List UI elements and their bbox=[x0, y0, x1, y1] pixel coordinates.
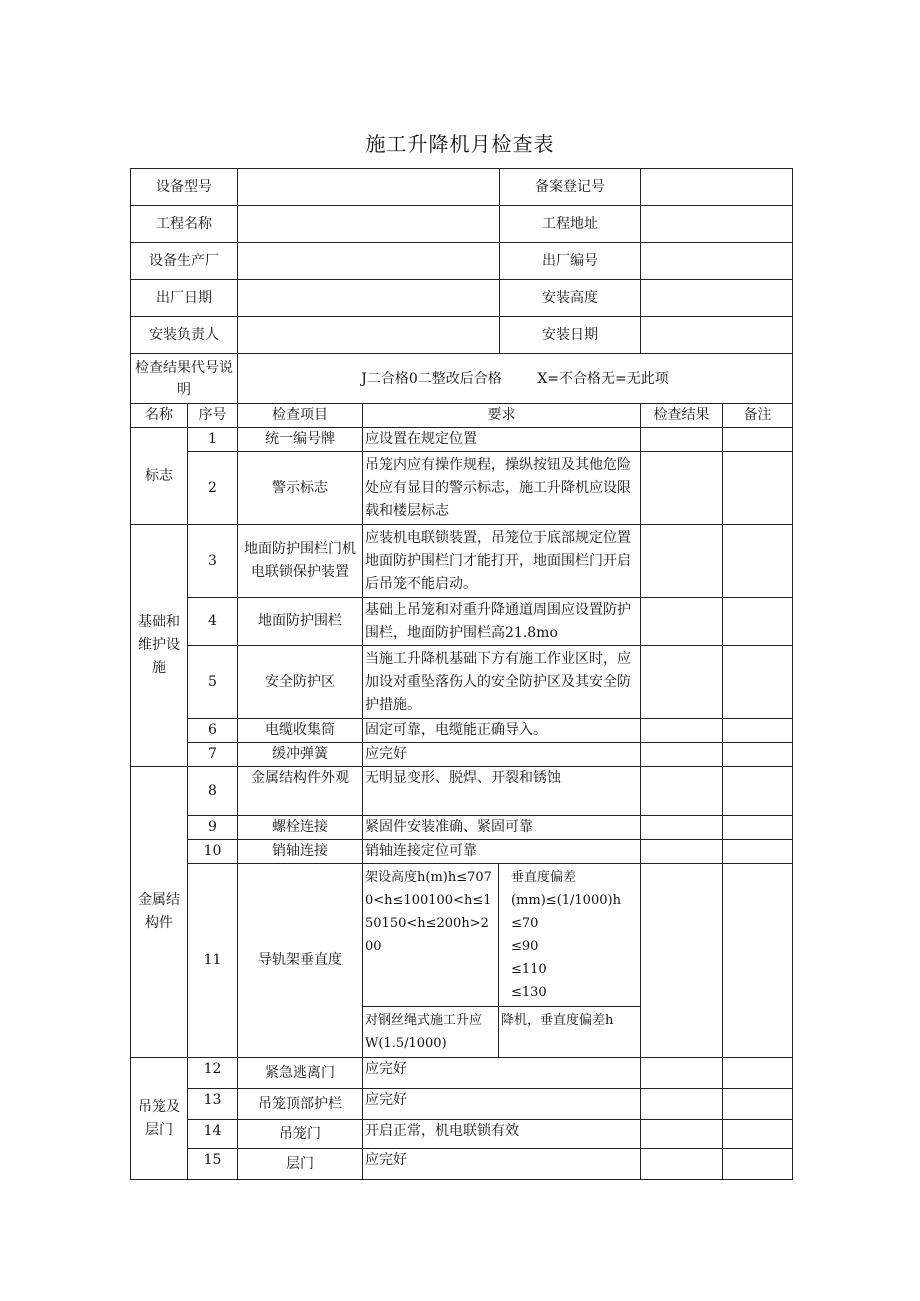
row-no: 6 bbox=[188, 719, 238, 743]
info-row bbox=[131, 169, 793, 206]
row-no: 7 bbox=[188, 743, 238, 767]
table-row bbox=[131, 1149, 793, 1180]
header-item: 检查项目 bbox=[238, 404, 363, 428]
info-label: 工程名称 bbox=[131, 206, 238, 243]
result-cell[interactable] bbox=[641, 1089, 723, 1120]
table-row bbox=[131, 719, 793, 743]
remark-cell[interactable] bbox=[723, 767, 793, 816]
deviation-column bbox=[499, 864, 640, 1006]
remark-cell[interactable] bbox=[723, 646, 793, 719]
row-req-complex bbox=[363, 864, 641, 1058]
table-row bbox=[131, 864, 793, 1058]
info-value[interactable] bbox=[641, 169, 793, 206]
remark-cell[interactable] bbox=[723, 598, 793, 646]
header-seq: 序号 bbox=[188, 404, 238, 428]
result-cell[interactable] bbox=[641, 816, 723, 840]
row-item: 统一编号牌 bbox=[238, 428, 363, 452]
result-cell[interactable] bbox=[641, 525, 723, 598]
row-no: 11 bbox=[188, 864, 238, 1058]
header-remark: 备注 bbox=[723, 404, 793, 428]
row-no: 1 bbox=[188, 428, 238, 452]
info-value[interactable] bbox=[238, 169, 500, 206]
group-name: 吊笼及层门 bbox=[131, 1058, 188, 1180]
info-row bbox=[131, 280, 793, 317]
row-no: 2 bbox=[188, 452, 238, 525]
remark-cell[interactable] bbox=[723, 1089, 793, 1120]
info-label: 备案登记号 bbox=[500, 169, 641, 206]
row-item: 地面防护围栏门机电联锁保护装置 bbox=[238, 525, 363, 598]
row-item: 层门 bbox=[238, 1149, 363, 1180]
deviation-title: 垂直度偏差(mm)≤(1/1000)h bbox=[511, 870, 621, 908]
remark-cell[interactable] bbox=[723, 840, 793, 864]
result-cell[interactable] bbox=[641, 743, 723, 767]
table-row bbox=[131, 452, 793, 525]
info-value[interactable] bbox=[641, 317, 793, 354]
table-row bbox=[131, 816, 793, 840]
table-row bbox=[131, 598, 793, 646]
row-no: 4 bbox=[188, 598, 238, 646]
code-text: J二合格0二整改后合格 X=不合格无=无此项 bbox=[238, 354, 793, 404]
remark-cell[interactable] bbox=[723, 1149, 793, 1180]
info-value[interactable] bbox=[641, 243, 793, 280]
row-item: 销轴连接 bbox=[238, 840, 363, 864]
info-value[interactable] bbox=[641, 206, 793, 243]
result-cell[interactable] bbox=[641, 452, 723, 525]
remark-cell[interactable] bbox=[723, 816, 793, 840]
info-label: 安装高度 bbox=[500, 280, 641, 317]
result-cell[interactable] bbox=[641, 767, 723, 816]
row-req: 无明显变形、脱焊、开裂和锈蚀 bbox=[363, 767, 641, 816]
row-item: 警示标志 bbox=[238, 452, 363, 525]
result-cell[interactable] bbox=[641, 428, 723, 452]
row-no: 5 bbox=[188, 646, 238, 719]
row-no: 10 bbox=[188, 840, 238, 864]
page-title: 施工升降机月检查表 bbox=[365, 132, 555, 156]
row-item: 导轨架垂直度 bbox=[238, 864, 363, 1058]
table-row bbox=[131, 428, 793, 452]
table-row bbox=[131, 1120, 793, 1149]
table-row bbox=[131, 646, 793, 719]
info-label: 设备型号 bbox=[131, 169, 238, 206]
deviation-value: ≤90 bbox=[511, 939, 539, 954]
row-req: 应完好 bbox=[363, 1149, 641, 1180]
row-no: 15 bbox=[188, 1149, 238, 1180]
row-req: 基础上吊笼和对重升降通道周围应设置防护围栏，地面防护围栏高21.8mo bbox=[363, 598, 641, 646]
row-no: 14 bbox=[188, 1120, 238, 1149]
row-no: 9 bbox=[188, 816, 238, 840]
row-item: 吊笼顶部护栏 bbox=[238, 1089, 363, 1120]
code-label: 检查结果代号说明 bbox=[131, 354, 238, 404]
row-req: 应装机电联锁装置，吊笼位于底部规定位置地面防护围栏门才能打开，地面围栏门开启后吊笼不能启动。 bbox=[363, 525, 641, 598]
row-req: 应完好 bbox=[363, 1058, 641, 1089]
code-row bbox=[131, 354, 793, 404]
remark-cell[interactable] bbox=[723, 1058, 793, 1089]
row-req: 应设置在规定位置 bbox=[363, 428, 641, 452]
table-row bbox=[131, 767, 793, 816]
info-row bbox=[131, 317, 793, 354]
result-cell[interactable] bbox=[641, 646, 723, 719]
row-no: 8 bbox=[188, 767, 238, 816]
row-item: 螺栓连接 bbox=[238, 816, 363, 840]
row-no: 3 bbox=[188, 525, 238, 598]
info-label: 工程地址 bbox=[500, 206, 641, 243]
table-row bbox=[131, 743, 793, 767]
height-ranges: 架设高度h(m)h≤7070<h≤100100<h≤150150<h≤200h>200 bbox=[363, 864, 499, 1006]
row-no: 13 bbox=[188, 1089, 238, 1120]
group-name: 标志 bbox=[131, 428, 188, 525]
table-row bbox=[131, 1089, 793, 1120]
row-req: 当施工升降机基础下方有施工作业区时，应加设对重坠落伤人的安全防护区及其安全防护措施。 bbox=[363, 646, 641, 719]
info-value[interactable] bbox=[238, 280, 500, 317]
header-name: 名称 bbox=[131, 404, 188, 428]
info-label: 出厂日期 bbox=[131, 280, 238, 317]
info-label: 安装负责人 bbox=[131, 317, 238, 354]
result-cell[interactable] bbox=[641, 840, 723, 864]
row-req: 应完好 bbox=[363, 1089, 641, 1120]
deviation-value: ≤70 bbox=[511, 916, 539, 931]
row-req: 销轴连接定位可靠 bbox=[363, 840, 641, 864]
remark-cell[interactable] bbox=[723, 719, 793, 743]
result-cell[interactable] bbox=[641, 598, 723, 646]
info-value[interactable] bbox=[238, 243, 500, 280]
info-label: 设备生产厂 bbox=[131, 243, 238, 280]
row-req: 应完好 bbox=[363, 743, 641, 767]
remark-cell[interactable] bbox=[723, 525, 793, 598]
row-req: 固定可靠，电缆能正确导入。 bbox=[363, 719, 641, 743]
table-row bbox=[131, 840, 793, 864]
info-value[interactable] bbox=[238, 206, 500, 243]
table-row bbox=[131, 525, 793, 598]
result-cell[interactable] bbox=[641, 864, 723, 1058]
info-label: 安装日期 bbox=[500, 317, 641, 354]
row-no: 12 bbox=[188, 1058, 238, 1089]
remark-cell[interactable] bbox=[723, 1120, 793, 1149]
row-req: 吊笼内应有操作规程，操纵按钮及其他危险处应有显目的警示标志，施工升降机应设限载和楼层标志 bbox=[363, 452, 641, 525]
row-item: 吊笼门 bbox=[238, 1120, 363, 1149]
table-row bbox=[131, 1058, 793, 1089]
remark-cell[interactable] bbox=[723, 743, 793, 767]
info-value[interactable] bbox=[641, 280, 793, 317]
row-item: 地面防护围栏 bbox=[238, 598, 363, 646]
remark-cell[interactable] bbox=[723, 452, 793, 525]
remark-cell[interactable] bbox=[723, 428, 793, 452]
deviation-value: ≤110 bbox=[511, 962, 547, 977]
row-item: 缓冲弹簧 bbox=[238, 743, 363, 767]
inspection-table bbox=[130, 168, 793, 1180]
row-item: 紧急逃离门 bbox=[238, 1058, 363, 1089]
group-name: 金属结构件 bbox=[131, 767, 188, 1058]
result-cell[interactable] bbox=[641, 1058, 723, 1089]
wire-rope-note-a: 对钢丝绳式施工升应W(1.5/1000) bbox=[363, 1007, 499, 1057]
remark-cell[interactable] bbox=[723, 864, 793, 1058]
wire-rope-note-b: 降机，垂直度偏差h bbox=[501, 1013, 614, 1028]
header-req: 要求 bbox=[363, 404, 641, 428]
header-result: 检查结果 bbox=[641, 404, 723, 428]
row-req: 紧固件安装准确、紧固可靠 bbox=[363, 816, 641, 840]
row-item: 安全防护区 bbox=[238, 646, 363, 719]
info-row bbox=[131, 206, 793, 243]
info-value[interactable] bbox=[238, 317, 500, 354]
row-item: 电缆收集筒 bbox=[238, 719, 363, 743]
info-label: 出厂编号 bbox=[500, 243, 641, 280]
row-req: 开启正常，机电联锁有效 bbox=[363, 1120, 641, 1149]
result-cell[interactable] bbox=[641, 719, 723, 743]
group-name: 基础和维护设施 bbox=[131, 525, 188, 767]
result-cell[interactable] bbox=[641, 1149, 723, 1180]
deviation-value: ≤130 bbox=[511, 985, 547, 1000]
header-row bbox=[131, 404, 793, 428]
result-cell[interactable] bbox=[641, 1120, 723, 1149]
row-item: 金属结构件外观 bbox=[238, 767, 363, 816]
info-row bbox=[131, 243, 793, 280]
